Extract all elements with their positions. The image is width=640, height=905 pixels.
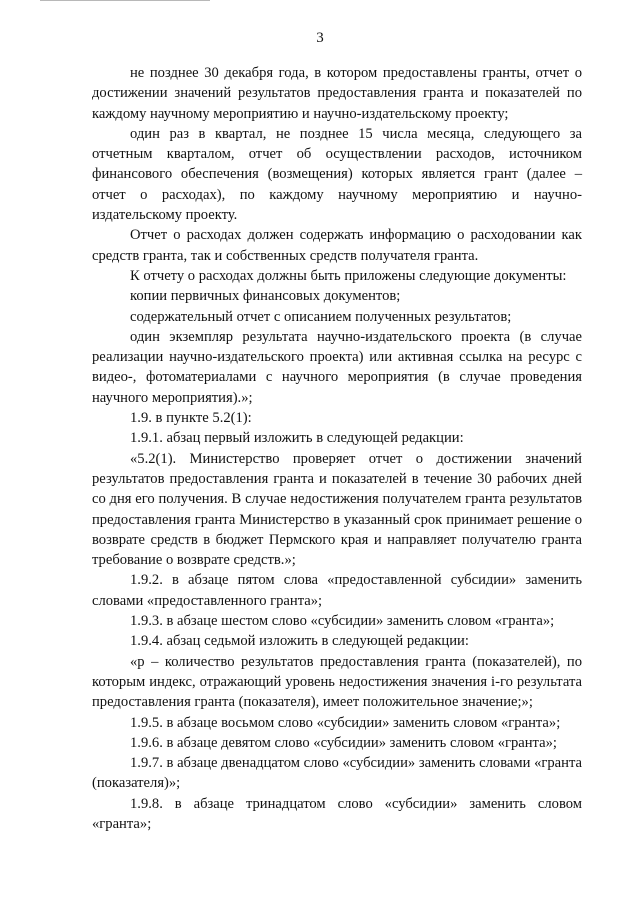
- paragraph: 1.9.6. в абзаце девятом слово «субсидии» заменить словом «гранта»;: [130, 734, 557, 751]
- paragraph: 1.9.5. в абзаце восьмом слово «субсидии» заменить словом «гранта»;: [130, 714, 561, 731]
- top-rule: [40, 0, 210, 1]
- paragraph: Отчет о расходах должен содержать информацию о расходовании как средств гранта, так и собственных средств получателя гранта.: [92, 227, 582, 264]
- page-number: 3: [316, 30, 324, 46]
- paragraph: 1.9.3. в абзаце шестом слово «субсидии» заменить словом «гранта»;: [130, 613, 555, 630]
- paragraph: 1.9.2. в абзаце пятом слова «предоставленной субсидии» заменить словами «предоставленного гранта»;: [92, 572, 582, 609]
- paragraph: один экземпляр результата научно-издательского проекта (в случае реализации научно-издательского проекта) или активная ссылка на ресурс с видео-, фотоматериалами с научного мероприятия (в случае проведения научного мероприятия).»;: [92, 328, 582, 406]
- paragraph: 1.9.1. абзац первый изложить в следующей редакции:: [130, 430, 464, 447]
- paragraph: один раз в квартал, не позднее 15 числа месяца, следующего за отчетным кварталом, отчет об осуществлении расходов, источником финансового обеспечения (возмещения) которых является грант (далее – отчет о расходах), по каждому научному мероприятию и научно-издательскому проекту.: [92, 125, 582, 224]
- document-body: [92, 63, 582, 834]
- paragraph: 1.9. в пункте 5.2(1):: [130, 410, 252, 427]
- paragraph: 1.9.8. в абзаце тринадцатом слово «субсидии» заменить словом «гранта»;: [92, 795, 582, 832]
- paragraph: 1.9.7. в абзаце двенадцатом слово «субсидии» заменить словами «гранта (показателя)»;: [92, 755, 582, 792]
- paragraph: содержательный отчет с описанием полученных результатов;: [130, 308, 512, 325]
- paragraph: К отчету о расходах должны быть приложены следующие документы:: [130, 267, 567, 284]
- paragraph: «р – количество результатов предоставления гранта (показателей), по которым индекс, отражающий уровень недостижения значения i-го результата предоставления гранта (показателя), имеет положительное значение;»;: [92, 653, 582, 711]
- paragraph: не позднее 30 декабря года, в котором предоставлены гранты, отчет о достижении значений результатов предоставления гранта и показателей по каждому научному мероприятию и научно-издательскому проекту;: [92, 65, 582, 122]
- paragraph: 1.9.4. абзац седьмой изложить в следующей редакции:: [130, 633, 469, 650]
- paragraph: копии первичных финансовых документов;: [130, 288, 401, 305]
- paragraph: «5.2(1). Министерство проверяет отчет о достижении значений результатов предоставления гранта и показателей в течение 30 рабочих дней со дня его получения. В случае недостижения получателем гранта результатов предоставления гранта Министерство в указанный срок принимает решение о возврате средств в бюджет Пермского края и направляет получателю гранта требование о возврате средств.»;: [92, 450, 582, 569]
